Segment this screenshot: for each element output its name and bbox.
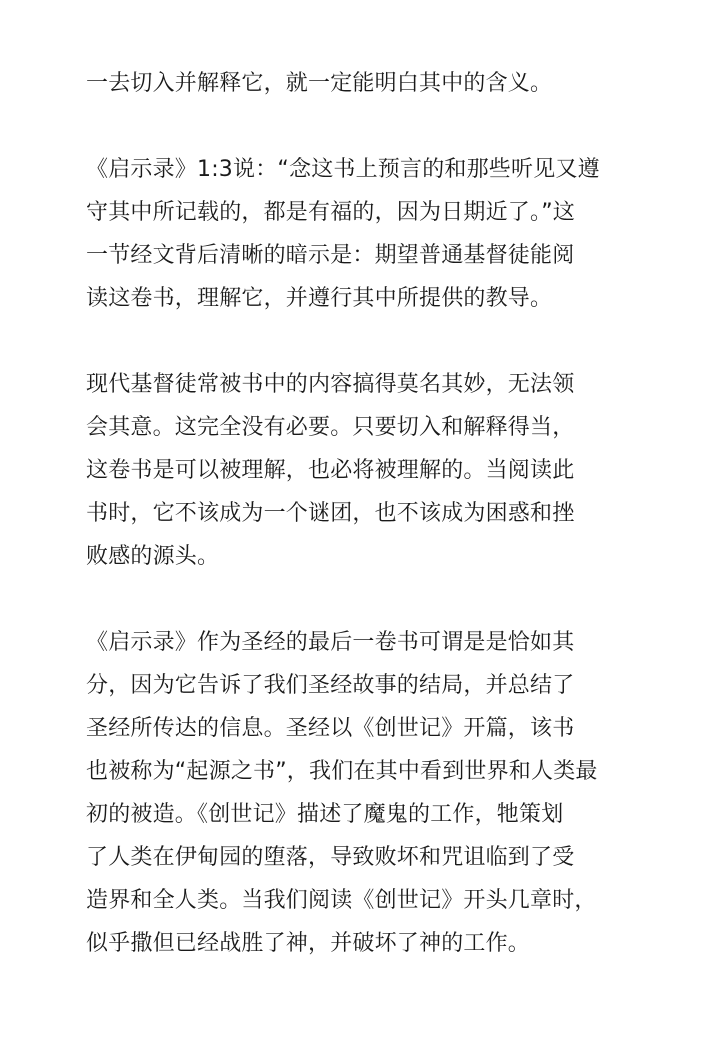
text-line: 初的被造。《创世记》描述了魔鬼的工作，牠策划 bbox=[86, 802, 564, 827]
text-line: 造界和全人类。当我们阅读《创世记》开头几章时， bbox=[86, 888, 597, 913]
text-line: 败感的源头。 bbox=[86, 544, 220, 569]
text-line: 书时，它不该成为一个谜团，也不该成为困惑和挫 bbox=[86, 501, 575, 526]
paragraph-3 bbox=[86, 363, 646, 578]
text-line: 一节经文背后清晰的暗示是：期望普通基督徒能阅 bbox=[86, 243, 575, 268]
text-line: 读这卷书，理解它，并遵行其中所提供的教导。 bbox=[86, 286, 553, 311]
paragraph-spacer bbox=[86, 105, 646, 148]
text-line: 似乎撒但已经战胜了神，并破坏了神的工作。 bbox=[86, 931, 531, 956]
text-line: 这卷书是可以被理解，也必将被理解的。当阅读此 bbox=[86, 458, 575, 483]
text-line: 了人类在伊甸园的堕落，导致败坏和咒诅临到了受 bbox=[86, 845, 575, 870]
paragraph-2 bbox=[86, 148, 646, 320]
text-line: 会其意。这完全没有必要。只要切入和解释得当， bbox=[86, 415, 575, 440]
text-line: 分，因为它告诉了我们圣经故事的结局，并总结了 bbox=[86, 673, 575, 698]
paragraph-spacer bbox=[86, 320, 646, 363]
text-line: 守其中所记载的，都是有福的，因为日期近了。”这 bbox=[86, 200, 575, 225]
text-line: 也被称为“起源之书”，我们在其中看到世界和人类最 bbox=[86, 759, 598, 784]
paragraph-spacer bbox=[86, 578, 646, 621]
document-page bbox=[86, 62, 646, 965]
paragraph-1 bbox=[86, 62, 646, 105]
text-line: 《启示录》作为圣经的最后一卷书可谓是是恰如其 bbox=[86, 630, 575, 655]
text-line: 圣经所传达的信息。圣经以《创世记》开篇，该书 bbox=[86, 716, 575, 741]
text-line: 现代基督徒常被书中的内容搞得莫名其妙，无法领 bbox=[86, 372, 575, 397]
text-line: 一去切入并解释它，就一定能明白其中的含义。 bbox=[86, 71, 553, 96]
text-line: 《启示录》1:3说：“念这书上预言的和那些听见又遵 bbox=[86, 157, 600, 182]
paragraph-4 bbox=[86, 621, 646, 965]
